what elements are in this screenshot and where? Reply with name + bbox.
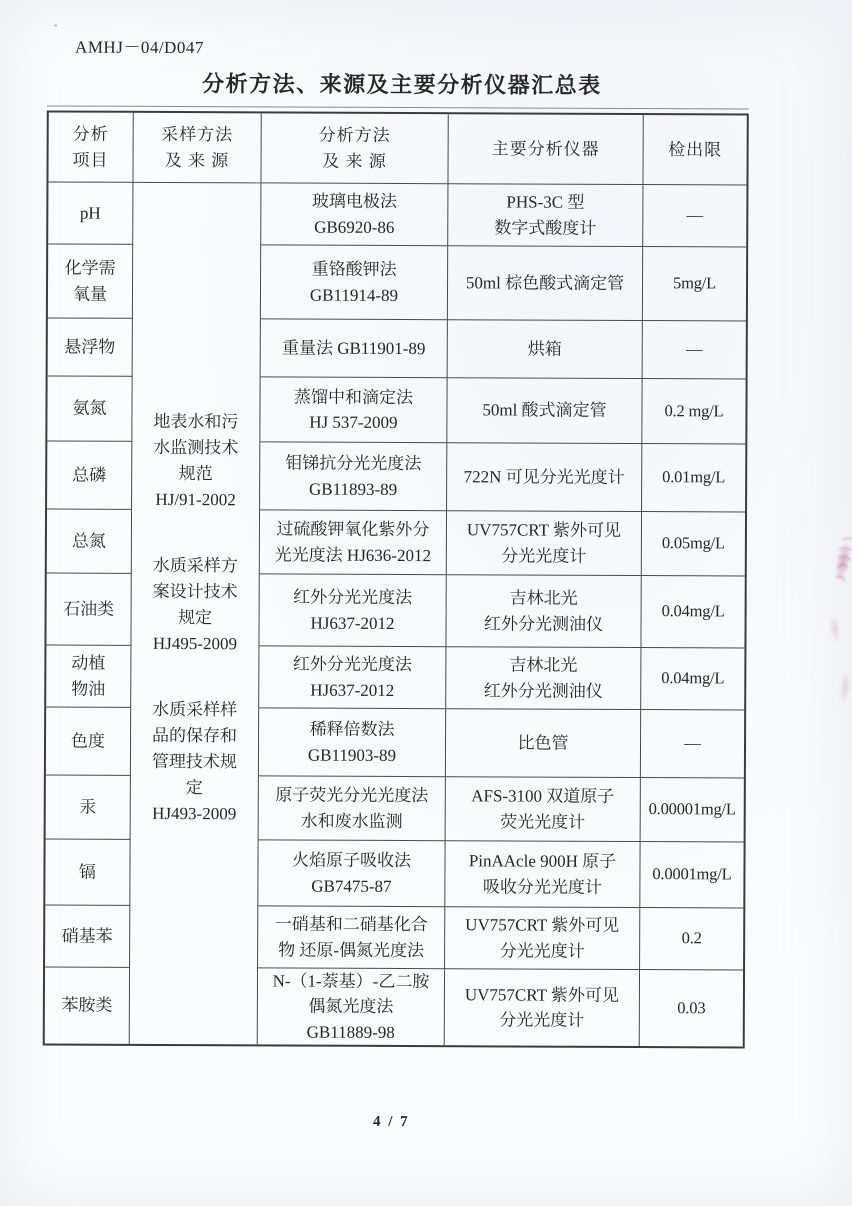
instrument-cell: 50ml 棕色酸式滴定管 (448, 246, 643, 321)
limit-cell: — (643, 185, 746, 247)
method-cell: 原子荧光分光光度法 水和废水监测 (259, 776, 446, 841)
limit-cell: — (643, 321, 746, 379)
item-cell: 动植 物油 (46, 645, 131, 707)
method-cell: 火焰原子吸收法 GB7475-87 (258, 840, 445, 907)
limit-cell: 0.04mg/L (641, 576, 744, 648)
limit-cell: 0.03 (677, 997, 706, 1017)
instrument-cell: AFS-3100 双道原子 荧光光度计 (446, 777, 641, 842)
sampling-source-block: 地表水和污 水监测技术 规范 HJ/91-2002 (153, 411, 239, 510)
instrument-cell: 吉林北光 红外分光测油仪 (446, 575, 641, 648)
limit-cell: 0.2 mg/L (642, 379, 745, 444)
page-number: 4 / 7 (372, 1113, 410, 1131)
item-cell: 总磷 (47, 441, 132, 509)
method-cell: 蒸馏中和滴定法 HJ 537-2009 (260, 377, 447, 443)
method-cell: 钼锑抗分光光度法 GB11893-89 (260, 442, 447, 511)
limit-cell: 0.2 (640, 908, 743, 970)
scan-speck (54, 24, 57, 26)
method-cell: 一硝基和二硝基化合 物 还原-偶氮光度法 (258, 906, 445, 969)
instrument-cell: UV757CRT 紫外可见 分光光度计 (445, 907, 640, 970)
instrument-cell: 烘箱 (448, 320, 643, 379)
instrument-cell: 比色管 (446, 709, 641, 778)
page-title: 分析方法、来源及主要分析仪器汇总表 (202, 71, 602, 98)
item-cell: 氨氮 (47, 376, 132, 441)
instrument-cell: 722N 可见分光光度计 (447, 443, 642, 512)
limit-cell: 0.0001mg/L (640, 842, 743, 908)
method-cell: 过硫酸钾氧化紫外分 光光度法 HJ636-2012 (260, 510, 447, 575)
limit-cell: 0.05mg/L (642, 512, 745, 576)
method-cell: N-（1-萘基）-乙二胺 偶氮光度法 GB11889-98 (258, 968, 445, 1045)
instrument-cell: 吉林北光 红外分光测油仪 (446, 647, 641, 710)
instrument-cell: PHS-3C 型 数字式酸度计 (448, 184, 643, 247)
item-cell: 苯胺类 (45, 967, 130, 1043)
method-cell: 重铬酸钾法 GB11914-89 (261, 245, 448, 320)
item-cell: 汞 (46, 775, 131, 839)
item-cell: 悬浮物 (48, 318, 133, 376)
limit-cell: — (641, 710, 744, 778)
header-main-instrument: 主要分析仪器 (448, 114, 643, 185)
header-analysis-item: 分析 项目 (48, 112, 133, 182)
item-cell: 镉 (45, 839, 130, 905)
method-cell: 红外分光光度法 HJ637-2012 (259, 574, 446, 647)
item-cell: 石油类 (46, 573, 131, 645)
item-cell: 色度 (46, 707, 131, 775)
document-code: AMHJ－04/D047 (75, 37, 204, 58)
instrument-cell: PinAAcle 900H 原子 吸收分光光度计 (445, 841, 640, 908)
sampling-source-block: 水质采样样 品的保存和 管理技术规 定 HJ493-2009 (151, 699, 238, 824)
limit-cell: 5mg/L (643, 247, 746, 321)
item-cell: 化学需 氧量 (48, 244, 133, 318)
instrument-cell: UV757CRT 紫外可见 分光光度计 (447, 511, 642, 576)
item-cell: pH (48, 182, 133, 244)
analysis-methods-table (43, 110, 749, 1048)
item-cell: 总氮 (47, 509, 132, 573)
instrument-cell: 50ml 酸式滴定管 (447, 378, 642, 444)
sampling-source-merged-cell (130, 183, 262, 1045)
method-cell: 红外分光光度法 HJ637-2012 (259, 646, 446, 709)
limit-cell: 0.00001mg/L (641, 778, 744, 842)
instrument-cell: UV757CRT 紫外可见 分光光度计 (445, 969, 640, 1046)
sampling-source-block: 水质采样方 案设计技术 规定 HJ495-2009 (152, 555, 238, 654)
header-analysis-method-source: 分析方法 及 来 源 (261, 113, 448, 184)
method-cell: 玻璃电极法 GB6920-86 (261, 183, 448, 246)
header-detection-limit: 检出限 (643, 115, 746, 185)
limit-cell: 0.04mg/L (641, 648, 744, 710)
method-cell: 稀释倍数法 GB11903-89 (259, 708, 446, 777)
header-sampling-method-source: 采样方法 及 来 源 (133, 113, 261, 184)
limit-cell: 0.01mg/L (642, 444, 745, 512)
method-cell: 重量法 GB11901-89 (261, 319, 448, 378)
item-cell: 硝基苯 (45, 905, 130, 967)
